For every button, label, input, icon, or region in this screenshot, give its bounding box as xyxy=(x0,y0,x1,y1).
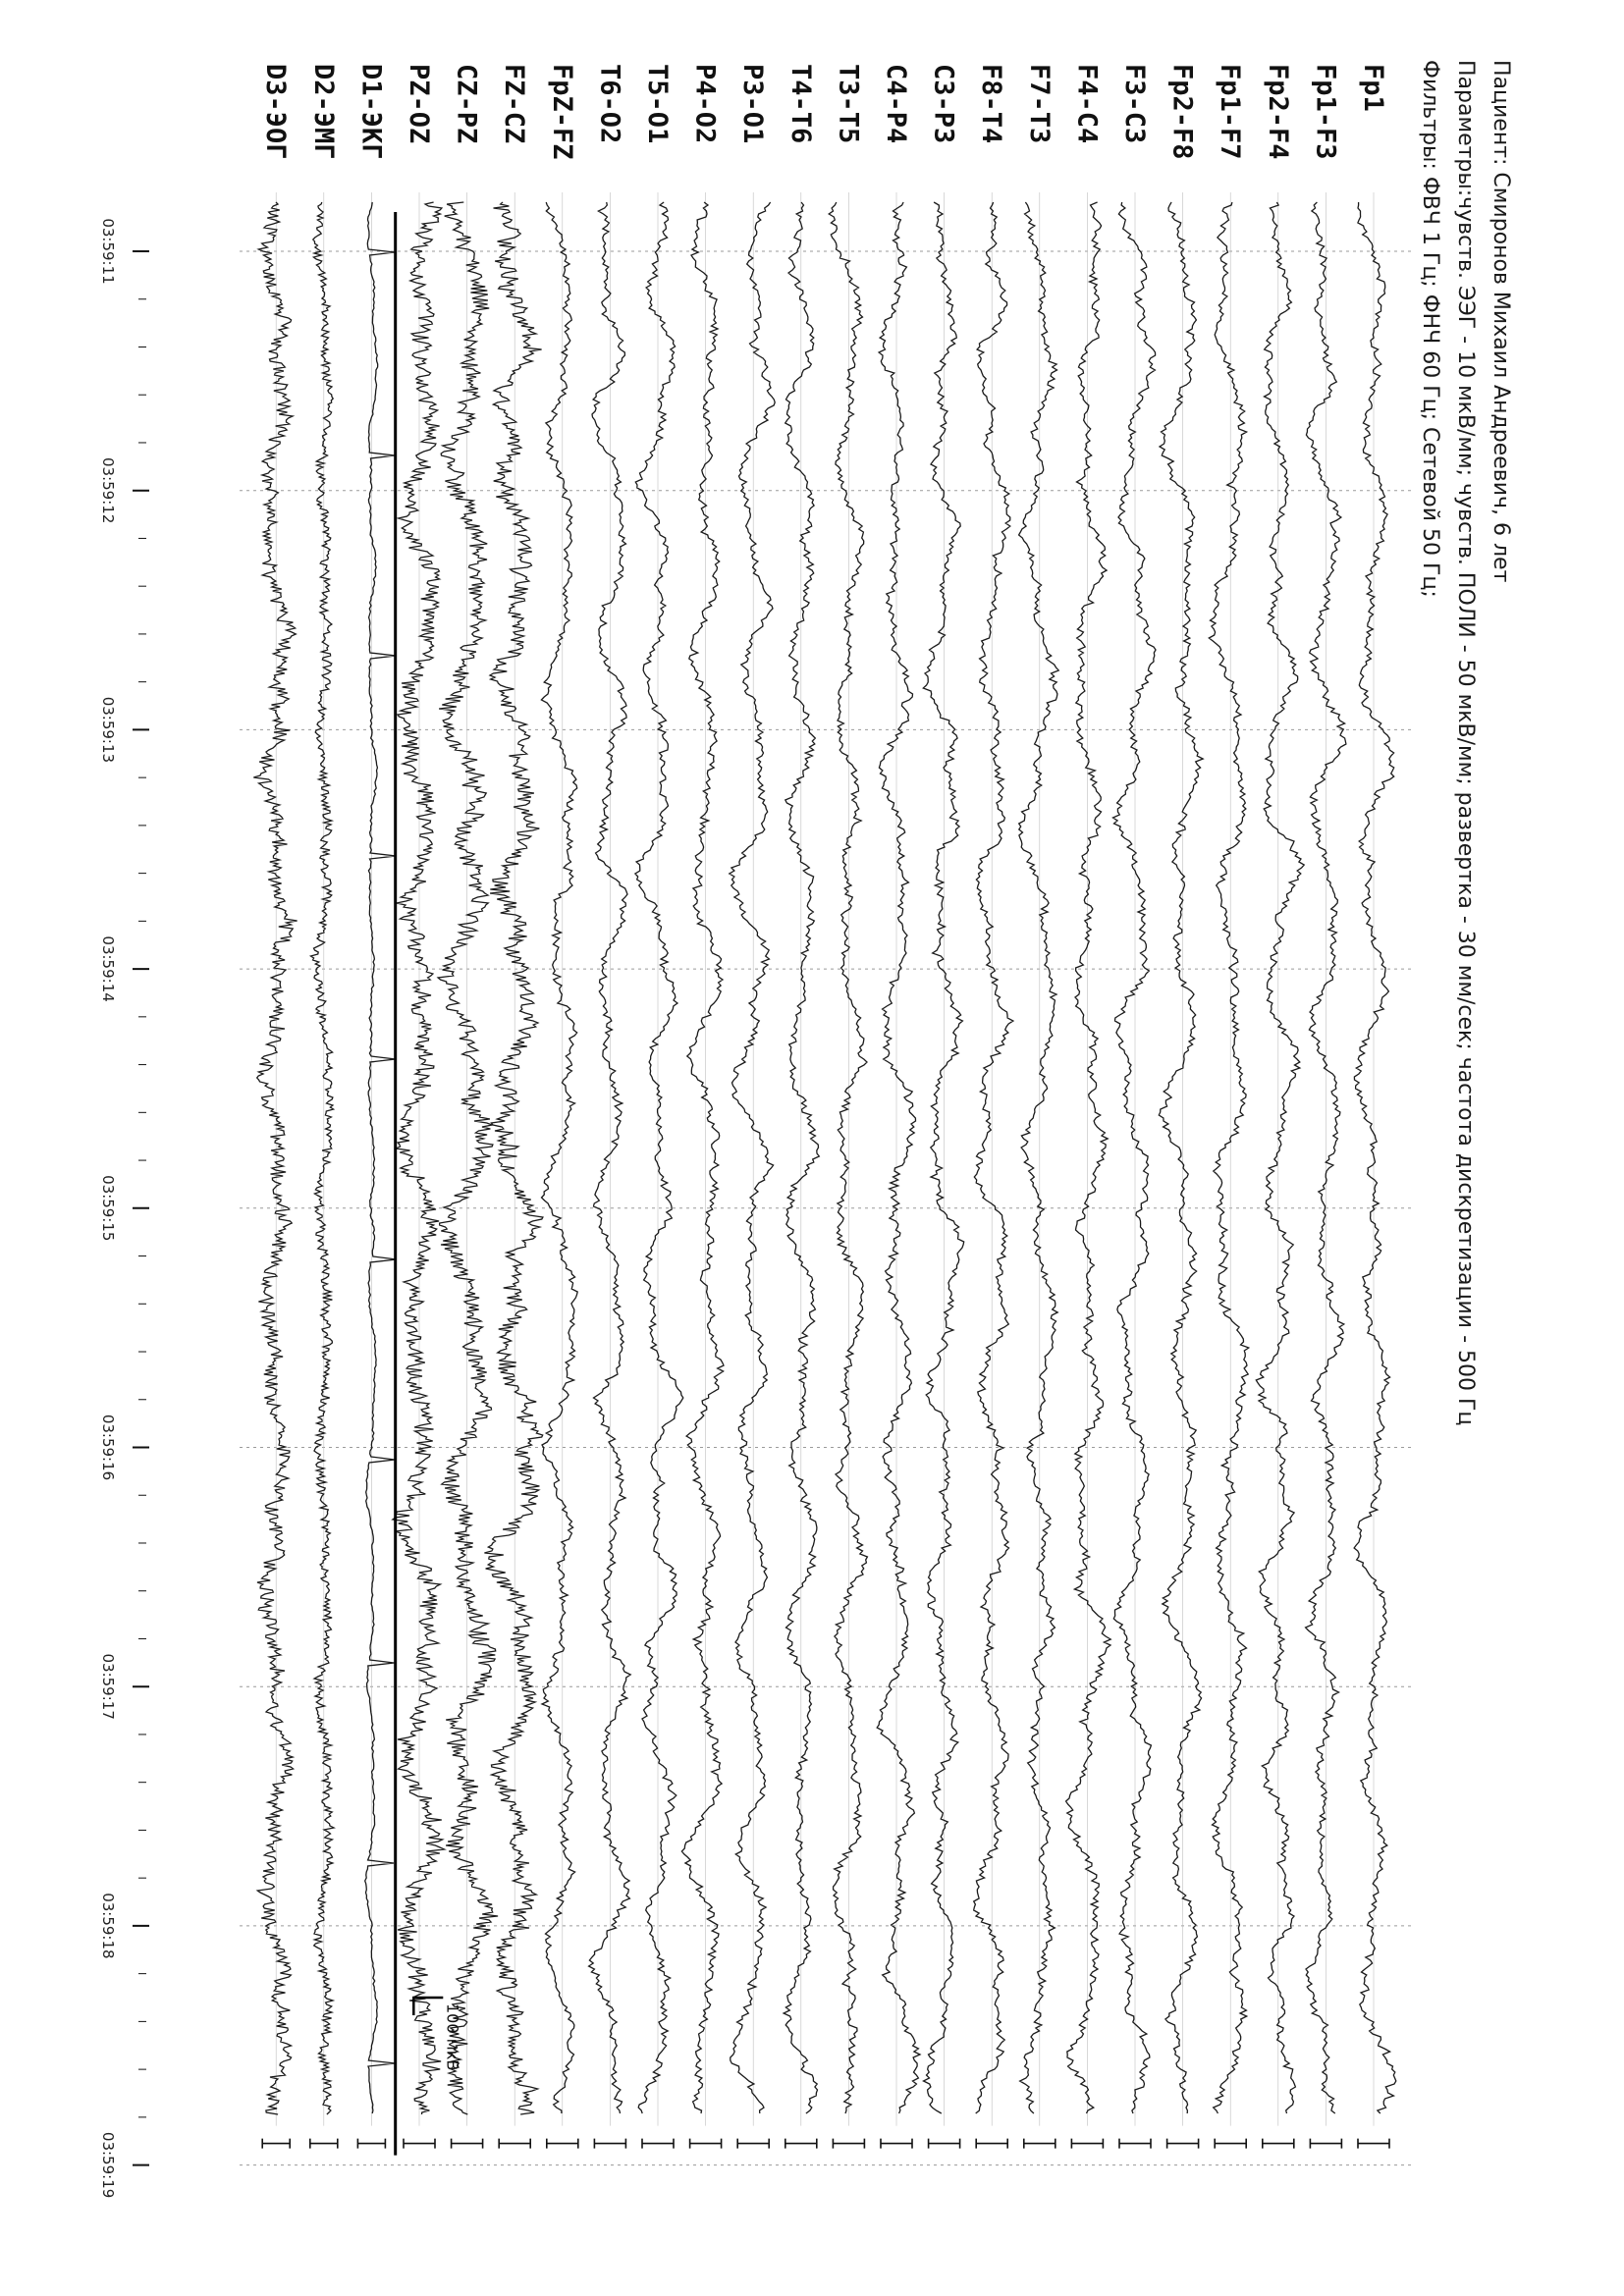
calibration-bracket xyxy=(1024,2139,1056,2149)
calibration-bracket xyxy=(785,2139,817,2149)
calibration-bracket xyxy=(1263,2139,1294,2149)
channel-label: T3-T5 xyxy=(833,64,864,144)
time-tick-label: 03:59:14 xyxy=(99,935,117,1002)
channel-trace xyxy=(1256,202,1304,2113)
time-tick-label: 03:59:13 xyxy=(99,696,117,764)
channel-label: T5-O1 xyxy=(642,64,673,144)
channel-trace xyxy=(1354,202,1396,2113)
calibration-bracket xyxy=(499,2139,530,2149)
channel-trace xyxy=(1019,202,1059,2113)
time-tick-label: 03:59:17 xyxy=(99,1653,117,1720)
channel-label: C3-P3 xyxy=(928,64,959,144)
channel-label: CZ-PZ xyxy=(451,64,482,144)
channel-trace xyxy=(311,202,335,2114)
channel-trace xyxy=(365,202,397,2113)
channel-trace xyxy=(635,202,683,2113)
channel-label: F7-T3 xyxy=(1023,64,1055,144)
channel-label: Fp1 xyxy=(1358,64,1388,112)
calibration-bracket xyxy=(642,2139,674,2149)
channel-label: PZ-OZ xyxy=(404,64,434,144)
channel-label: T6-O2 xyxy=(594,64,625,144)
calibration-bracket xyxy=(929,2139,960,2149)
calibration-bracket xyxy=(1167,2139,1199,2149)
calibration-bracket xyxy=(1358,2139,1389,2149)
calibration-bracket xyxy=(1215,2139,1246,2149)
calibration-bracket xyxy=(547,2139,578,2149)
channel-label: C4-P4 xyxy=(881,64,911,144)
calibration-bracket xyxy=(690,2139,722,2149)
channel-label: P3-O1 xyxy=(737,64,769,144)
calibration-bracket xyxy=(737,2139,769,2149)
amplitude-scale-label: 100 мкВ xyxy=(443,2003,462,2071)
channel-label: D3-ЭОГ xyxy=(260,64,292,160)
channel-trace xyxy=(829,202,867,2113)
time-tick-label: 03:59:16 xyxy=(99,1414,117,1481)
channel-trace xyxy=(393,202,445,2114)
filter-settings: Фильтры: ФВЧ 1 Гц; ФНЧ 60 Гц; Сетевой 50 Гц; xyxy=(1418,60,1442,598)
recording-parameters: Параметры:чувств. ЭЭГ - 10 мкВ/мм; чувств. ПОЛИ - 50 мкВ/мм; развертка - 30 мм/сек; частота дискретизации - 500 Гц xyxy=(1453,60,1478,1426)
eeg-record-page xyxy=(60,60,1519,2289)
time-tick-label: 03:59:19 xyxy=(99,2131,117,2199)
patient-info: Пациент: Смиронов Михаил Андреевич, 6 лет xyxy=(1489,60,1513,583)
channel-label: T4-T6 xyxy=(785,64,816,144)
calibration-bracket xyxy=(452,2139,483,2149)
channel-label: Fp2-F4 xyxy=(1262,64,1293,160)
calibration-bracket xyxy=(976,2139,1007,2149)
channel-trace xyxy=(253,202,297,2114)
channel-label: P4-O2 xyxy=(689,64,721,144)
channel-trace xyxy=(784,202,819,2113)
channel-label: FpZ-FZ xyxy=(546,64,577,160)
channel-label: Fp1-F3 xyxy=(1310,64,1341,160)
calibration-bracket xyxy=(881,2139,912,2149)
time-tick-label: 03:59:11 xyxy=(99,218,117,285)
channel-label: F4-C4 xyxy=(1071,64,1103,144)
calibration-bracket xyxy=(594,2139,625,2149)
channel-trace xyxy=(438,202,498,2114)
calibration-bracket xyxy=(1071,2139,1103,2149)
channel-label: F8-T4 xyxy=(976,64,1007,144)
calibration-bracket xyxy=(262,2139,290,2149)
channel-trace xyxy=(974,202,1013,2113)
channel-label: D2-ЭМГ xyxy=(307,64,339,160)
calibration-bracket xyxy=(357,2139,385,2149)
calibration-bracket xyxy=(310,2139,338,2149)
channel-trace xyxy=(1209,202,1248,2113)
calibration-bracket xyxy=(1119,2139,1151,2149)
channel-trace xyxy=(1159,202,1203,2113)
channel-trace xyxy=(1113,202,1157,2113)
channel-label: F3-C3 xyxy=(1119,64,1150,144)
channel-label: Fp1-F7 xyxy=(1215,64,1246,160)
calibration-bracket xyxy=(1310,2139,1341,2149)
channel-trace xyxy=(589,202,631,2113)
channel-trace xyxy=(681,202,724,2113)
time-tick-label: 03:59:12 xyxy=(99,457,117,524)
calibration-bracket xyxy=(404,2139,435,2149)
calibration-bracket xyxy=(833,2139,864,2149)
channel-trace xyxy=(541,202,577,2113)
channel-trace xyxy=(1066,202,1111,2113)
time-tick-label: 03:59:15 xyxy=(99,1175,117,1242)
time-tick-label: 03:59:18 xyxy=(99,1893,117,1959)
channel-trace xyxy=(484,202,543,2114)
channel-trace xyxy=(877,202,920,2113)
eeg-traces-panel xyxy=(60,60,1519,2289)
channel-label: D1-ЭКГ xyxy=(355,64,387,160)
channel-trace xyxy=(730,202,775,2113)
channel-label: FZ-CZ xyxy=(499,64,530,144)
channel-trace xyxy=(923,202,963,2113)
channel-label: Fp2-F8 xyxy=(1166,64,1198,160)
